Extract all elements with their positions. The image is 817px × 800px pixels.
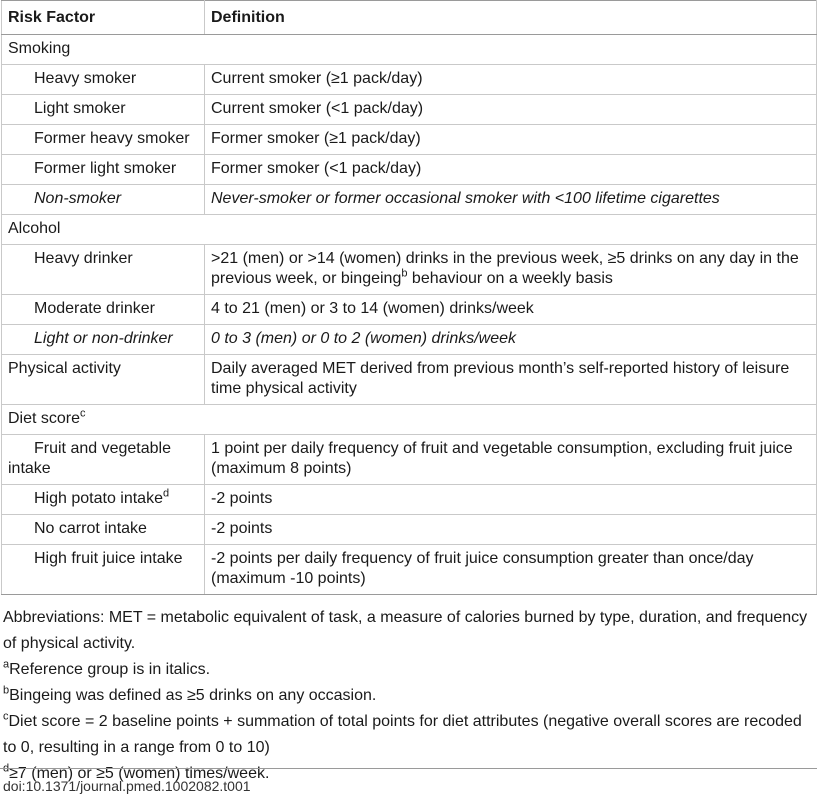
row-definition: Former smoker (≥1 pack/day) (205, 125, 817, 155)
row-label: Light smoker (2, 95, 205, 125)
row-definition: -2 points (205, 485, 817, 515)
group-label: Alcohol (2, 215, 205, 245)
group-label-text: Diet score (8, 410, 81, 427)
row-definition: Former smoker (<1 pack/day) (205, 155, 817, 185)
row-definition: Current smoker (≥1 pack/day) (205, 65, 817, 95)
table-row (2, 485, 817, 515)
group-fill (205, 215, 817, 245)
row-definition: 0 to 3 (men) or 0 to 2 (women) drinks/week (205, 325, 817, 355)
table-footnotes (0, 595, 817, 787)
risk-factor-table (1, 0, 817, 595)
table-row (2, 515, 817, 545)
table-row (2, 155, 817, 185)
footnote-text: Reference group is in italics. (9, 661, 211, 678)
row-definition: Never-smoker or former occasional smoker with <100 lifetime cigarettes (205, 185, 817, 215)
footnote-a (3, 657, 814, 683)
row-definition: Daily averaged MET derived from previous month’s self-reported history of leisure time physical activity (205, 355, 817, 405)
group-label: Smoking (2, 35, 205, 65)
group-fill (205, 35, 817, 65)
footnote-text: ≥7 (men) or ≥5 (women) times/week. (9, 765, 270, 782)
group-fill (205, 405, 817, 435)
row-definition: 1 point per daily frequency of fruit and vegetable consumption, excluding fruit juice (maximum 8 points) (205, 435, 817, 485)
table-header-row (2, 1, 817, 35)
row-definition: -2 points (205, 515, 817, 545)
row-label: Light or non-drinker (2, 325, 205, 355)
footnote-marker: c (80, 407, 86, 420)
definition-text: >21 (men) or >14 (women) drinks in the previous week, ≥5 drinks on any day in the previous week, or bingeing (211, 250, 799, 287)
group-row-smoking (2, 35, 817, 65)
footnote-c (3, 709, 814, 761)
doi-link[interactable]: doi:10.1371/journal.pmed.1002082.t001 (0, 768, 817, 794)
group-label (2, 405, 205, 435)
table-row-reference (2, 185, 817, 215)
row-definition: -2 points per daily frequency of fruit juice consumption greater than once/day (maximum -10 points) (205, 545, 817, 595)
row-label: Heavy drinker (2, 245, 205, 295)
table-row-reference (2, 325, 817, 355)
footnote-b (3, 683, 814, 709)
row-label: High fruit juice intake (2, 545, 205, 595)
row-label: No carrot intake (2, 515, 205, 545)
row-label: Former heavy smoker (2, 125, 205, 155)
row-definition (205, 245, 817, 295)
row-label: Fruit and vegetable intake (2, 435, 205, 485)
footnote-marker: d (3, 762, 10, 775)
header-risk-factor: Risk Factor (2, 1, 205, 35)
definition-text: behaviour on a weekly basis (407, 270, 613, 287)
footnote-marker: c (3, 710, 9, 723)
row-label: Moderate drinker (2, 295, 205, 325)
table-row (2, 245, 817, 295)
row-label: Non-smoker (2, 185, 205, 215)
row-label (2, 485, 205, 515)
footnote-abbreviations: Abbreviations: MET = metabolic equivalent of task, a measure of calories burned by type, duration, and frequency of physical activity. (3, 609, 808, 652)
row-label: Heavy smoker (2, 65, 205, 95)
table-row (2, 435, 817, 485)
footnote-marker: b (3, 684, 10, 697)
row-definition: 4 to 21 (men) or 3 to 14 (women) drinks/week (205, 295, 817, 325)
row-definition: Current smoker (<1 pack/day) (205, 95, 817, 125)
header-definition: Definition (205, 1, 817, 35)
footnote-marker: a (3, 658, 10, 671)
row-label: Physical activity (2, 355, 205, 405)
group-row-alcohol (2, 215, 817, 245)
table-row (2, 295, 817, 325)
table-row (2, 95, 817, 125)
footnote-text: Diet score = 2 baseline points + summation of total points for diet attributes (negative overall scores are recoded to 0, resulting in a range from 0 to 10) (3, 713, 802, 756)
table-row (2, 65, 817, 95)
table-row (2, 355, 817, 405)
footnote-marker: d (162, 487, 170, 500)
table-row (2, 125, 817, 155)
footnote-marker: b (401, 267, 408, 280)
row-label: Former light smoker (2, 155, 205, 185)
group-row-diet (2, 405, 817, 435)
row-label-text: High potato intake (34, 490, 163, 507)
footnote-text: Bingeing was defined as ≥5 drinks on any occasion. (9, 687, 377, 704)
table-row (2, 545, 817, 595)
